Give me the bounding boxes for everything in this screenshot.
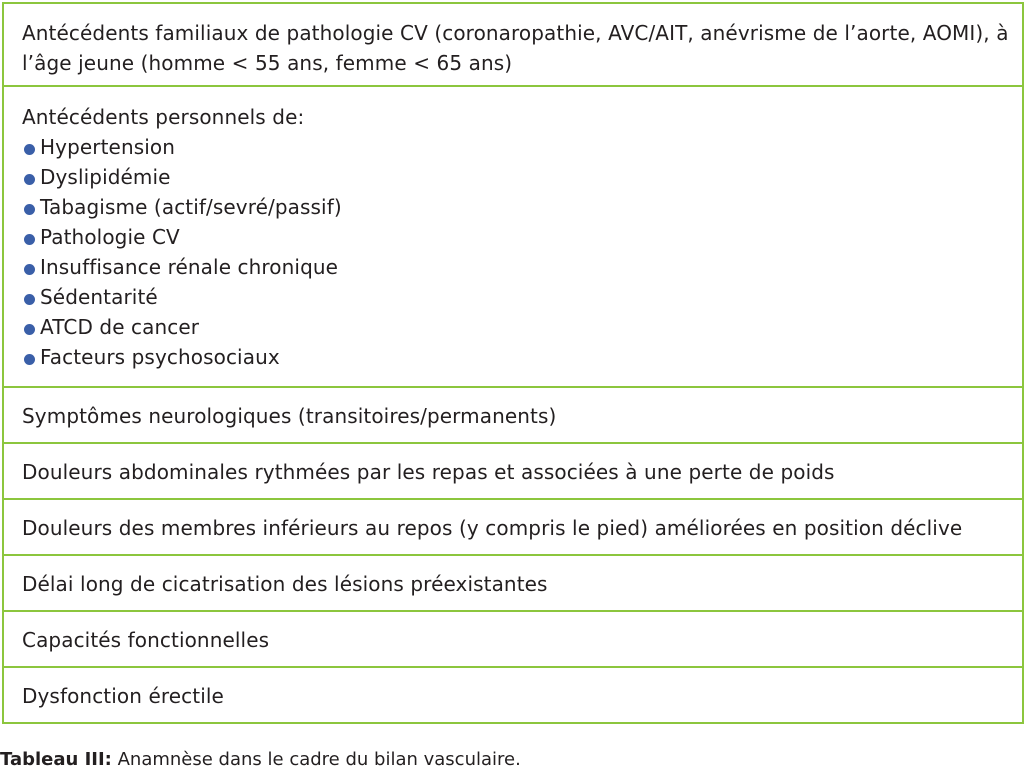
caption-text: Anamnèse dans le cadre du bilan vasculaire. <box>111 749 521 770</box>
bullet-icon <box>24 234 35 245</box>
table-row-erectile-dysfunction <box>4 668 1022 724</box>
abdominal-pain-text: Douleurs abdominales rythmées par les repas et associées à une perte de poids <box>22 460 835 484</box>
table-row-functional-capacity <box>4 612 1022 668</box>
bullet-icon <box>24 204 35 215</box>
table-row-personal-history <box>4 87 1022 388</box>
anamnesis-table <box>2 2 1024 724</box>
list-item <box>22 132 1022 162</box>
table-caption <box>0 748 521 772</box>
list-item-label: Hypertension <box>40 135 176 159</box>
list-item <box>22 312 1022 342</box>
list-item-label: Dyslipidémie <box>40 165 171 189</box>
list-item-label: Pathologie CV <box>40 225 180 249</box>
list-item <box>22 162 1022 192</box>
personal-history-heading: Antécédents personnels de: <box>22 105 305 129</box>
list-item <box>22 222 1022 252</box>
family-history-text: Antécédents familiaux de pathologie CV (coronaropathie, AVC/AIT, anévrisme de l’aorte, AOMI), à l’âge jeune (homme < 55 ans, femme < 65 ans) <box>22 21 1009 75</box>
functional-capacity-text: Capacités fonctionnelles <box>22 628 270 652</box>
list-item-label: Sédentarité <box>40 285 158 309</box>
list-item <box>22 192 1022 222</box>
bullet-icon <box>24 354 35 365</box>
caption-label: Tableau III: <box>0 749 112 770</box>
personal-history-list <box>22 132 1022 372</box>
list-item-label: Insuffisance rénale chronique <box>40 255 339 279</box>
list-item-label: ATCD de cancer <box>40 315 200 339</box>
list-item <box>22 282 1022 312</box>
limb-pain-text: Douleurs des membres inférieurs au repos (y compris le pied) améliorées en position déclive <box>22 516 963 540</box>
list-item-label: Tabagisme (actif/sevré/passif) <box>40 195 342 219</box>
table-row-healing-delay <box>4 556 1022 612</box>
list-item <box>22 252 1022 282</box>
erectile-dysfunction-text: Dysfonction érectile <box>22 684 224 708</box>
table-row-neuro-symptoms <box>4 388 1022 444</box>
healing-delay-text: Délai long de cicatrisation des lésions préexistantes <box>22 572 548 596</box>
neuro-symptoms-text: Symptômes neurologiques (transitoires/permanents) <box>22 404 557 428</box>
table-row-abdominal-pain <box>4 444 1022 500</box>
bullet-icon <box>24 144 35 155</box>
list-item <box>22 342 1022 372</box>
bullet-icon <box>24 324 35 335</box>
list-item-label: Facteurs psychosociaux <box>40 345 280 369</box>
table-row-family-history <box>4 4 1022 87</box>
table-row-limb-pain <box>4 500 1022 556</box>
bullet-icon <box>24 264 35 275</box>
bullet-icon <box>24 174 35 185</box>
bullet-icon <box>24 294 35 305</box>
